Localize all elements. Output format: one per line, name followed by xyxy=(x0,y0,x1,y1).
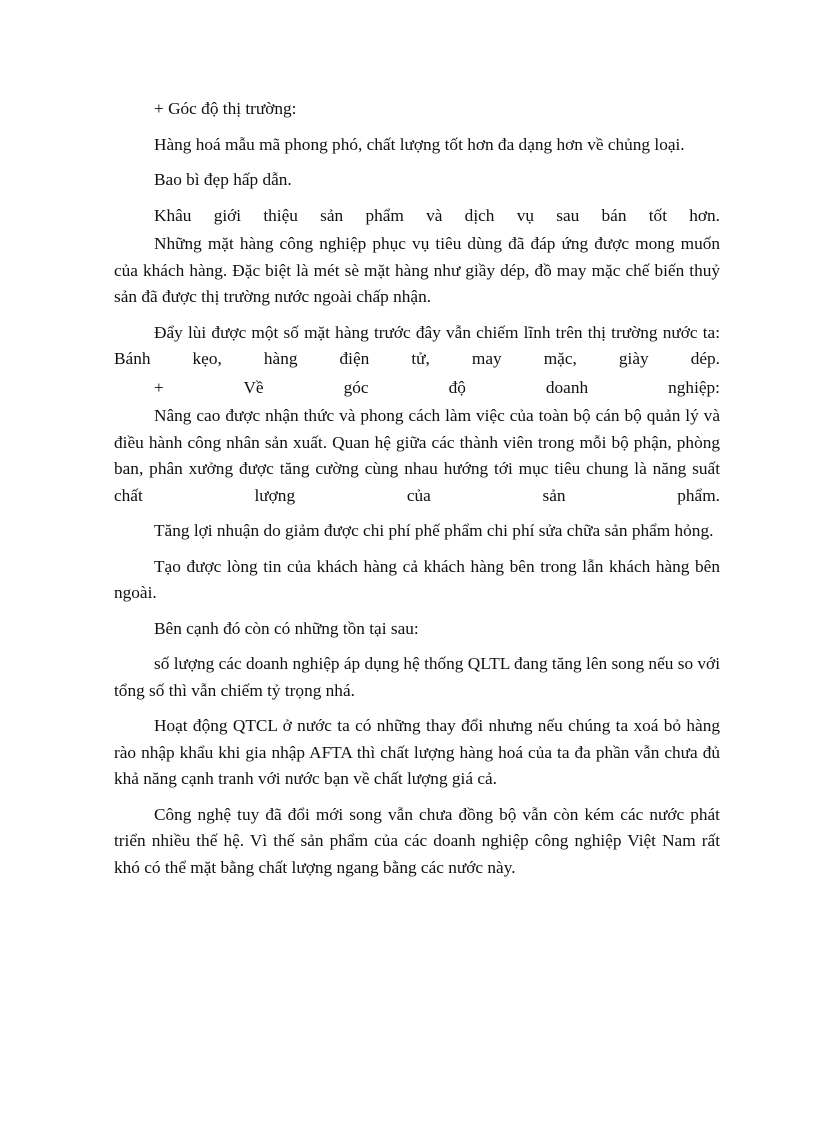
paragraph: Bao bì đẹp hấp dẫn. xyxy=(154,170,292,189)
paragraph: Tăng lợi nhuận do giảm được chi phí phế phẩm chi phí sửa chữa sản phẩm hỏng. xyxy=(154,521,714,540)
document-body xyxy=(114,96,720,890)
paragraph: số lượng các doanh nghiệp áp dụng hệ thống QLTL đang tăng lên song nếu so với tổng số thì vẫn chiếm tỷ trọng nhá. xyxy=(114,654,720,700)
heading-market-perspective: + Góc độ thị trường: xyxy=(154,99,297,118)
paragraph: Đẩy lùi được một số mặt hàng trước đây vẫn chiếm lĩnh trên thị trường nước ta: Bánh kẹo, hàng điện tử, may mặc, giày dép. xyxy=(114,322,720,368)
paragraph: Công nghệ tuy đã đổi mới song vẫn chưa đồng bộ vẫn còn kém các nước phát triển nhiều thế hệ. Vì thế sản phẩm của các doanh nghiệp công nghiệp Việt Nam rất khó có thể mặt bằng chất lượng ngang bằng các nước này. xyxy=(114,804,720,877)
paragraph: Khâu giới thiệu sản phẩm và dịch vụ sau bán tốt hơn. xyxy=(154,205,720,225)
paragraph: Nâng cao được nhận thức và phong cách làm việc của toàn bộ cán bộ quản lý và điều hành công nhân sản xuất. Quan hệ giữa các thành viên trong mỗi bộ phận, phòng ban, phân xưởng được tăng cường cùng nhau hướng tới mục tiêu chung là năng suất chất lượng của sản phẩm. xyxy=(114,406,720,505)
paragraph: Tạo được lòng tin của khách hàng cả khách hàng bên trong lẫn khách hàng bên ngoài. xyxy=(114,556,720,602)
paragraph: Những mặt hàng công nghiệp phục vụ tiêu dùng đã đáp ứng được mong muốn của khách hàng. Đặc biệt là mét sè mặt hàng như giầy dép, đồ may mặc chế biến thuỷ sản đã được thị trường nước ngoài chấp nhận. xyxy=(114,234,720,306)
heading-enterprise-perspective: + Về góc độ doanh nghiệp: xyxy=(154,377,720,397)
paragraph: Hoạt động QTCL ở nước ta có những thay đổi nhưng nếu chúng ta xoá bỏ hàng rào nhập khẩu khi gia nhập AFTA thì chất lượng hàng hoá của ta đa phần vẫn chưa đủ khả năng cạnh tranh với nước bạn về chất lượng giá cả. xyxy=(114,716,720,788)
paragraph: Bên cạnh đó còn có những tồn tại sau: xyxy=(154,618,419,638)
paragraph: Hàng hoá mẫu mã phong phó, chất lượng tốt hơn đa dạng hơn về chủng loại. xyxy=(154,134,685,154)
